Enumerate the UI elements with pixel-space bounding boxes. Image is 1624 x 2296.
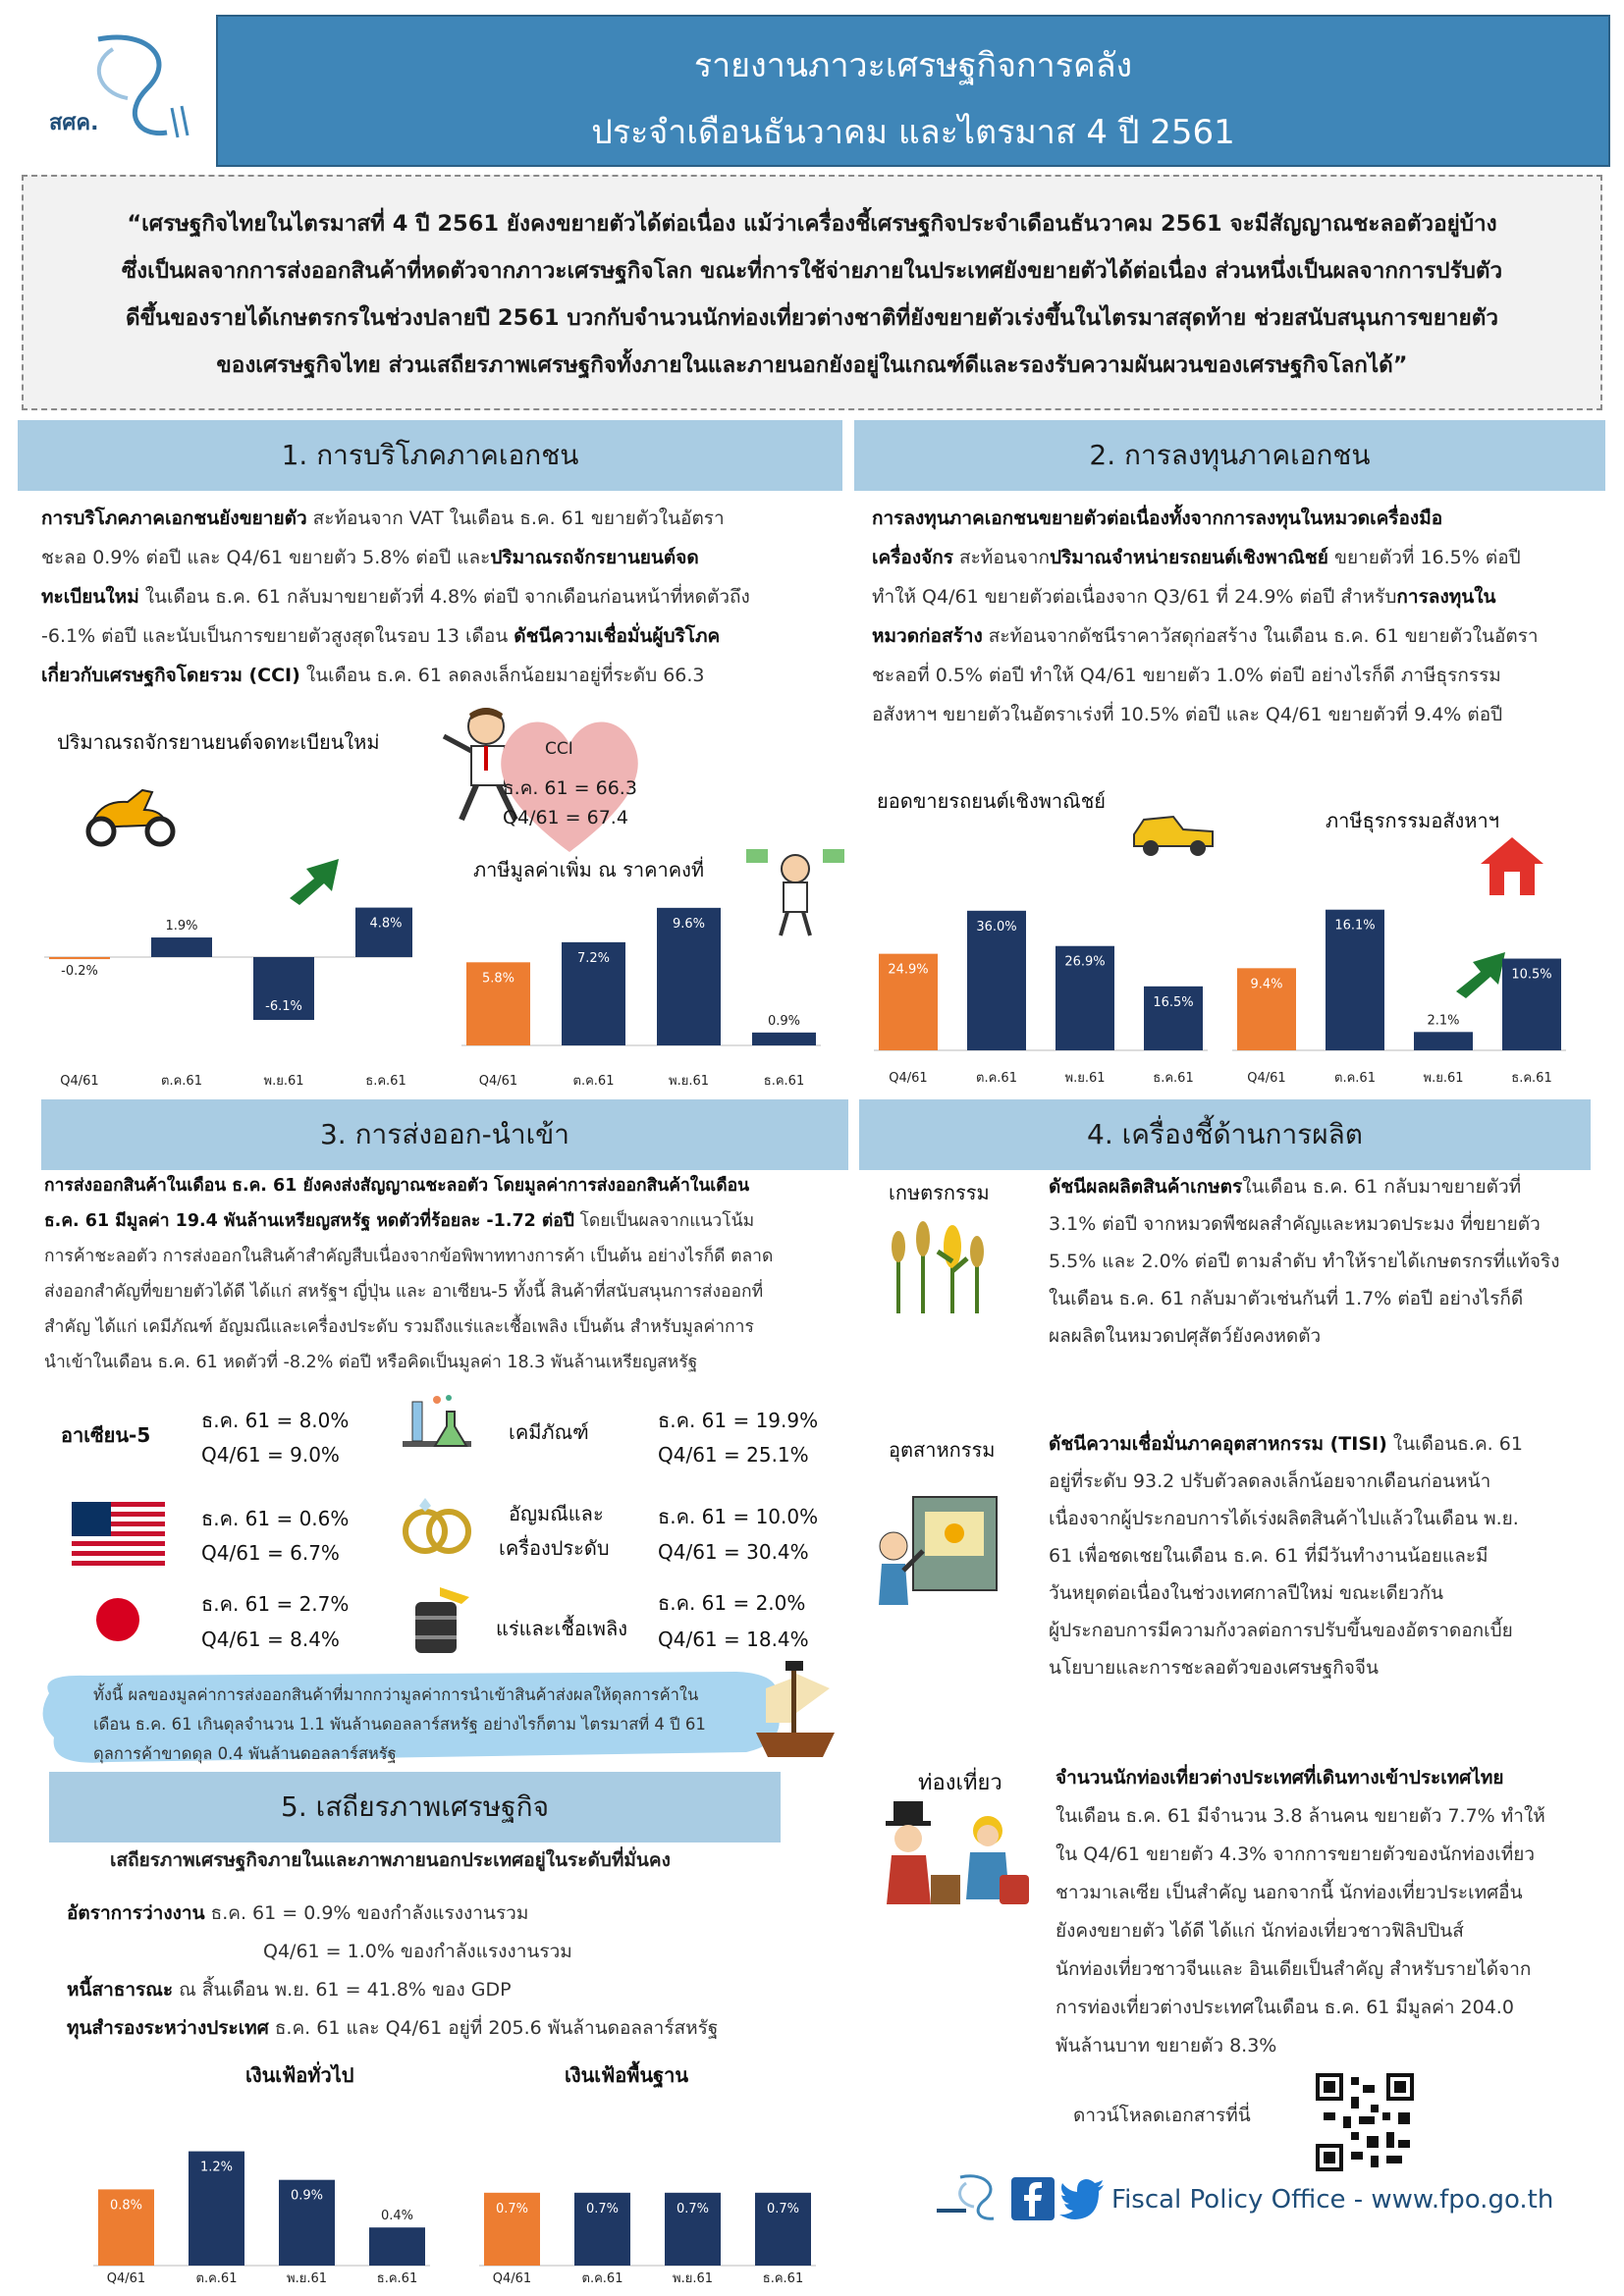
text-bold: ดัชนีผลผลิตสินค้าเกษตร [1049, 1176, 1243, 1198]
car-chart-label: ยอดขายรถยนต์เชิงพาณิชย์ [877, 789, 1107, 813]
note-line: ดุลการค้าขาดดุล 0.4 พันล้านดอลลาร์สหรัฐ [93, 1744, 397, 1763]
summary-line: ซึ่งเป็นผลจากการส่งออกสินค้าที่หดตัวจากภาวะเศรษฐกิจโลก ขณะที่การใช้จ่ายภายในประเทศยังขยายตัวได้ต่อเนื่อง ส่วนหนึ่งเป็นผลจากการปรับตัว [121, 258, 1503, 284]
tick-label: ต.ค.61 [581, 2271, 623, 2286]
text: วันหยุดต่อเนื่องในช่วงเทศกาลปีใหม่ ขณะเดียวกัน [1049, 1582, 1443, 1604]
text: สะท้อนจาก [952, 547, 1051, 568]
tick-label: พ.ย.61 [673, 2271, 713, 2286]
text: ขยายตัวที่ 16.5% ต่อปี [1327, 547, 1521, 568]
section-4-title: 4. เครื่องชี้ด้านการผลิต [859, 1099, 1591, 1170]
tick-label: ธ.ค.61 [376, 2271, 418, 2286]
industry-label: อุตสาหกรรม [889, 1438, 996, 1462]
cci-q4: Q4/61 = 67.4 [503, 807, 628, 828]
text: ในเดือน ธ.ค. 61 ลดลงเล็กน้อยมาอยู่ที่ระดับ 66.3 [299, 665, 705, 686]
text: ใน Q4/61 ขยายตัว 4.3% จากการขยายตัวของนักท่องเที่ยว [1056, 1843, 1536, 1865]
data-label: 1.9% [165, 919, 198, 934]
qr-code[interactable] [1316, 2073, 1414, 2175]
section-5-title: 5. เสถียรภาพเศรษฐกิจ [49, 1772, 781, 1842]
jp-q4: Q4/61 = 8.4% [201, 1628, 340, 1651]
text-bold: จำนวนนักท่องเที่ยวต่างประเทศที่เดินทางเข้าประเทศไทย [1056, 1767, 1504, 1789]
text: เนื่องจากผู้ประกอบการได้เร่งผลิตสินค้าไปแล้วในเดือน พ.ย. [1049, 1508, 1519, 1529]
tick-label: ธ.ค.61 [1153, 1071, 1194, 1086]
re-chart-label: ภาษีธุรกรรมอสังหาฯ [1326, 809, 1499, 832]
text: ส่งออกสำคัญที่ขยายตัวได้ดี ได้แก่ สหรัฐฯ ญี่ปุ่น และ อาเซียน-5 ทั้งนี้ สินค้าที่สนับสนุนการส่งออกที่ [44, 1282, 764, 1302]
text: 61 เพื่อชดเชยในเดือน ธ.ค. 61 ที่มีวันทำงานน้อยและมี [1049, 1545, 1489, 1567]
text-bold: ปริมาณรถจักรยานยนต์จด [490, 547, 699, 568]
text: การค้าชะลอตัว การส่งออกในสินค้าสำคัญสืบเนื่องจากข้อพิพาททางการค้า เป็นต้น อย่างไรก็ดี ตลาด [44, 1247, 774, 1266]
headline-inflation-label: เงินเฟ้อทั่วไป [245, 2063, 354, 2087]
text: ชะลอที่ 0.5% ต่อปี ทำให้ Q4/61 ขยายตัว 1.0% ต่อปี อย่างไรก็ดี ภาษีธุรกรรม [872, 665, 1501, 686]
asean-dec: ธ.ค. 61 = 8.0% [201, 1409, 350, 1432]
data-label: 0.7% [495, 2201, 529, 2216]
text-bold: ปริมาณจำหน่ายรถยนต์เชิงพาณิชย์ [1050, 547, 1328, 568]
text: อสังหาฯ ขยายตัวในอัตราเร่งที่ 10.5% ต่อปี และ Q4/61 ขยายตัวที่ 9.4% ต่อปี [872, 704, 1503, 725]
stability-subtitle: เสถียรภาพเศรษฐกิจภายในและภาพภายนอกประเทศอยู่ในระดับที่มั่นคง [110, 1849, 671, 1871]
text: สะท้อนจากดัชนีราคาวัสดุก่อสร้าง ในเดือน ธ.ค. 61 ขยายตัวในอัตรา [982, 625, 1539, 647]
factory-icon [864, 1477, 1011, 1619]
tick-label: พ.ย.61 [1064, 1071, 1106, 1086]
tick-label: ต.ค.61 [195, 2271, 238, 2286]
data-label: 4.8% [369, 916, 403, 932]
text: ธ.ค. 61 = 0.9% ของกำลังแรงงานรวม [204, 1902, 529, 1924]
fuel-label: แร่และเชื้อเพลิง [496, 1617, 627, 1640]
industry-text [1049, 1425, 1598, 1686]
text: ในเดือน ธ.ค. 61 มีจำนวน 3.8 ล้านคน ขยายตัว 7.7% ทำให้ [1056, 1805, 1545, 1827]
tick-label: Q4/61 [492, 2271, 532, 2286]
tick-label: ธ.ค.61 [365, 1074, 406, 1089]
tourism-text [1056, 1759, 1605, 2065]
text: อยู่ที่ระดับ 93.2 ปรับตัวลดลงเล็กน้อยจากเดือนก่อนหน้า [1049, 1470, 1491, 1492]
stability-text [67, 1895, 852, 2048]
text-bold: เกี่ยวกับเศรษฐกิจโดยรวม (CCI) [41, 665, 300, 686]
data-label: 0.9% [767, 1013, 801, 1029]
page-title: รายงานภาวะเศรษฐกิจการคลัง [693, 46, 1133, 85]
chart-bar [49, 957, 110, 959]
tick-label: พ.ย.61 [263, 1074, 304, 1089]
text: สำคัญ ได้แก่ เคมีภัณฑ์ อัญมณีและเครื่องประดับ รวมถึงแร่และเชื้อเพลิง เป็นต้น สำหรับมูลค่าการ [44, 1317, 754, 1337]
rings-icon [398, 1490, 476, 1563]
text: ในเดือน ธ.ค. 61 กลับมาตัวเช่นกันที่ 1.7% ต่อปี อย่างไรก็ดี [1049, 1288, 1524, 1309]
chart-bar [151, 937, 212, 957]
oil-barrel-icon [401, 1582, 479, 1660]
chart-bar [355, 908, 412, 957]
data-label: 0.9% [290, 2188, 324, 2204]
text: โดยเป็นผลจากแนวโน้ม [573, 1211, 755, 1231]
text: นโยบายและการชะลอตัวของเศรษฐกิจจีน [1049, 1657, 1380, 1679]
summary-box [22, 175, 1602, 410]
data-label: 2.1% [1427, 1013, 1460, 1029]
download-text: ดาวน์โหลดเอกสารที่นี่ [1073, 2105, 1251, 2126]
note-line: เดือน ธ.ค. 61 เกินดุลจำนวน 1.1 พันล้านดอลลาร์สหรัฐ อย่างไรก็ตาม ไตรมาสที่ 4 ปี 61 [93, 1715, 706, 1734]
tourism-label: ท่องเที่ยว [918, 1771, 1002, 1795]
text-bold: อัตราการว่างงาน [67, 1902, 205, 1924]
text: พันล้านบาท ขยายตัว 8.3% [1056, 2035, 1277, 2056]
core-inflation-label: เงินเฟ้อพื้นฐาน [565, 2063, 689, 2087]
gem-q4: Q4/61 = 30.4% [658, 1540, 809, 1564]
text: ยังคงขยายตัว ได้ดี ได้แก่ นักท่องเที่ยวชาวฟิลิปปินส์ [1056, 1920, 1464, 1942]
tick-label: Q4/61 [106, 2271, 146, 2286]
tick-label: ต.ค.61 [161, 1074, 202, 1089]
text: ในเดือน ธ.ค. 61 กลับมาขยายตัวที่ 4.8% ต่อปี จากเดือนก่อนหน้าที่หดตัวถึง [138, 586, 750, 608]
text: ผู้ประกอบการมีความกังวลต่อการปรับขึ้นของอัตราดอกเบี้ย [1049, 1620, 1513, 1641]
text: ธ.ค. 61 และ Q4/61 อยู่ที่ 205.6 พันล้านดอลลาร์สหรัฐ [268, 2017, 719, 2039]
gem-label-1: อัญมณีและ [509, 1502, 604, 1525]
text: ในเดือนธ.ค. 61 [1386, 1433, 1523, 1455]
us-dec: ธ.ค. 61 = 0.6% [201, 1507, 350, 1530]
tick-label: พ.ย.61 [1423, 1071, 1464, 1086]
gem-dec: ธ.ค. 61 = 10.0% [658, 1505, 819, 1528]
section-2-title: 2. การลงทุนภาคเอกชน [854, 420, 1605, 491]
summary-line: “เศรษฐกิจไทยในไตรมาสที่ 4 ปี 2561 ยังคงขยายตัวได้ต่อเนื่อง แม้ว่าเครื่องชี้เศรษฐกิจประจำเดือนธันวาคม 2561 จะมีสัญญาณชะลอตัวอยู่บ้าง [127, 211, 1497, 237]
section-3-title: 3. การส่งออก-นำเข้า [41, 1099, 848, 1170]
text: ณ สิ้นเดือน พ.ย. 61 = 41.8% ของ GDP [173, 1979, 512, 2001]
chart-bar [1414, 1032, 1473, 1050]
invest-chart [864, 849, 1610, 1090]
section-2-text [872, 499, 1598, 734]
us-q4: Q4/61 = 6.7% [201, 1541, 340, 1565]
data-label: 0.7% [766, 2201, 800, 2216]
us-flag-icon [72, 1502, 165, 1570]
text-bold: ทุนสำรองระหว่างประเทศ [67, 2017, 269, 2039]
fuel-dec: ธ.ค. 61 = 2.0% [658, 1591, 806, 1615]
data-label: 24.9% [888, 962, 929, 978]
text-bold: ดัชนีความเชื่อมั่นผู้บริโภค [514, 625, 721, 647]
tick-label: ธ.ค.61 [762, 2271, 804, 2286]
tick-label: พ.ย.61 [669, 1074, 709, 1089]
text: สะท้อนจาก VAT ในเดือน ธ.ค. 61 ขยายตัวในอัตรา [306, 507, 725, 529]
data-label: 5.8% [481, 971, 515, 987]
tick-label: ธ.ค.61 [1511, 1071, 1552, 1086]
data-label: 16.1% [1334, 918, 1376, 934]
text-bold: ดัชนีความเชื่อมั่นภาคอุตสาหกรรม (TISI) [1049, 1433, 1387, 1455]
vat-chart-label: ภาษีมูลค่าเพิ่ม ณ ราคาคงที่ [473, 858, 705, 881]
section-1-title: 1. การบริโภคภาคเอกชน [18, 420, 842, 491]
header-banner [216, 15, 1610, 167]
text-bold: ทะเบียนใหม่ [41, 586, 139, 608]
vat-chart [447, 888, 839, 1099]
chart-bar [752, 1033, 816, 1045]
tick-label: Q4/61 [478, 1074, 518, 1089]
asean-q4: Q4/61 = 9.0% [201, 1443, 340, 1467]
note-line: ทั้งนี้ ผลของมูลค่าการส่งออกสินค้าที่มากกว่ามูลค่าการนำเข้าสินค้าส่งผลให้ดุลการค้าใน [93, 1685, 699, 1704]
chemistry-icon [398, 1392, 476, 1469]
japan-flag-icon [93, 1595, 142, 1648]
text: 5.5% และ 2.0% ต่อปี ตามลำดับ ทำให้รายได้เกษตรกรที่แท้จริง [1049, 1251, 1560, 1272]
text: -6.1% ต่อปี และนับเป็นการขยายตัวสูงสุดในรอบ 13 เดือน [41, 625, 514, 647]
page-subtitle: ประจำเดือนธันวาคม และไตรมาส 4 ปี 2561 [591, 113, 1235, 152]
fpo-logo [29, 20, 201, 157]
text-bold: หมวดก่อสร้าง [872, 625, 983, 647]
tourists-icon [872, 1801, 1039, 1913]
data-label: 0.8% [109, 2198, 143, 2214]
tick-label: ต.ค.61 [976, 1071, 1017, 1086]
data-label: -6.1% [265, 999, 302, 1015]
data-label: 9.4% [1250, 977, 1283, 992]
text-bold: การส่งออกสินค้าในเดือน ธ.ค. 61 ยังคงส่งสัญญาณชะลอตัว โดยมูลค่าการส่งออกสินค้าในเดือน [44, 1176, 750, 1196]
text: นักท่องเที่ยวชาวจีนและ อินเดียเป็นสำคัญ สำหรับรายได้จาก [1056, 1958, 1532, 1980]
ship-icon [746, 1659, 844, 1771]
chart-bar [369, 2227, 425, 2266]
tick-label: ต.ค.61 [1334, 1071, 1376, 1086]
text-bold: การลงทุนภาคเอกชนขยายตัวต่อเนื่องทั้งจากการลงทุนในหมวดเครื่องมือ [872, 507, 1443, 529]
text: ชะลอ 0.9% ต่อปี และ Q4/61 ขยายตัว 5.8% ต่อปี และ [41, 547, 491, 568]
data-label: -0.2% [61, 964, 98, 980]
text-bold: เครื่องจักร [872, 547, 953, 568]
facebook-icon[interactable] [1011, 2177, 1055, 2224]
text: ผลผลิตในหมวดปศุสัตว์ยังคงหดตัว [1049, 1325, 1322, 1347]
chem-q4: Q4/61 = 25.1% [658, 1443, 809, 1467]
jp-dec: ธ.ค. 61 = 2.7% [201, 1592, 350, 1616]
text-bold: การบริโภคภาคเอกชนยังขยายตัว [41, 507, 307, 529]
chem-dec: ธ.ค. 61 = 19.9% [658, 1409, 819, 1432]
text-bold: การลงทุนใน [1396, 586, 1496, 608]
text: ชาวมาเลเซีย เป็นสำคัญ นอกจากนี้ นักท่องเที่ยวประเทศอื่น [1056, 1882, 1523, 1903]
inflation-chart [93, 2081, 820, 2287]
cci-title: CCI [545, 739, 573, 759]
logo-text: สศค. [49, 111, 99, 135]
data-label: 9.6% [672, 916, 706, 932]
tick-label: Q4/61 [889, 1071, 928, 1086]
text: ในเดือน ธ.ค. 61 กลับมาขยายตัวที่ [1242, 1176, 1522, 1198]
data-label: 0.7% [676, 2201, 710, 2216]
fpo-logo-small [933, 2169, 1006, 2232]
tick-label: Q4/61 [60, 1074, 99, 1089]
text: การท่องเที่ยวต่างประเทศในเดือน ธ.ค. 61 มีมูลค่า 204.0 [1056, 1997, 1514, 2018]
agri-label: เกษตรกรรม [889, 1181, 990, 1204]
cci-dec: ธ.ค. 61 = 66.3 [503, 777, 637, 799]
asean-label: อาเซียน-5 [61, 1423, 151, 1447]
twitter-icon[interactable] [1058, 2177, 1106, 2224]
tick-label: ธ.ค.61 [763, 1074, 805, 1089]
agri-text [1049, 1168, 1598, 1355]
data-label: 0.7% [585, 2201, 620, 2216]
moto-chart-label: ปริมาณรถจักรยานยนต์จดทะเบียนใหม่ [57, 730, 380, 754]
data-label: 7.2% [576, 950, 611, 966]
text: 3.1% ต่อปี จากหมวดพืชผลสำคัญและหมวดประมง ที่ขยายตัว [1049, 1213, 1541, 1235]
office-name: Fiscal Policy Office - www.fpo.go.th [1111, 2185, 1554, 2215]
text: Q4/61 = 1.0% ของกำลังแรงงานรวม [263, 1941, 572, 1962]
gem-label-2: เครื่องประดับ [499, 1536, 610, 1560]
text-bold: หนี้สาธารณะ [67, 1979, 174, 2001]
scooter-icon [74, 780, 182, 853]
summary-line: ของเศรษฐกิจไทย ส่วนเสถียรภาพเศรษฐกิจทั้งภายในและภายนอกยังอยู่ในเกณฑ์ดีและรองรับความผันผวนของเศรษฐกิจโลกได้” [216, 352, 1408, 378]
trade-note [93, 1681, 706, 1769]
crops-icon [879, 1217, 997, 1319]
text: ทำให้ Q4/61 ขยายตัวต่อเนื่องจาก Q3/61 ที่ 24.9% ต่อปี สำหรับ [872, 586, 1397, 608]
data-label: 26.9% [1064, 954, 1106, 970]
text: นำเข้าในเดือน ธ.ค. 61 หดตัวที่ -8.2% ต่อปี หรือคิดเป็นมูลค่า 18.3 พันล้านเหรียญสหรัฐ [44, 1353, 698, 1372]
fuel-q4: Q4/61 = 18.4% [658, 1628, 809, 1651]
tick-label: พ.ย.61 [287, 2271, 327, 2286]
moto-chart [39, 864, 412, 1099]
tick-label: ต.ค.61 [572, 1074, 615, 1089]
data-label: 16.5% [1153, 994, 1194, 1010]
text-bold: ธ.ค. 61 มีมูลค่า 19.4 พันล้านเหรียญสหรัฐ หดตัวที่ร้อยละ -1.72 ต่อปี [44, 1211, 574, 1231]
tick-label: Q4/61 [1247, 1071, 1286, 1086]
section-3-text [44, 1168, 849, 1380]
summary-line: ดีขึ้นของรายได้เกษตรกรในช่วงปลายปี 2561 บวกกับจำนวนนักท่องเที่ยวต่างชาติที่ยังขยายตัวเร่งขึ้นในไตรมาสสุดท้าย ช่วยสนับสนุนการขยายตัว [126, 305, 1498, 331]
section-1-text [41, 499, 827, 695]
data-label: 10.5% [1511, 967, 1552, 983]
data-label: 36.0% [976, 919, 1017, 934]
data-label: 0.4% [380, 2209, 414, 2224]
data-label: 1.2% [199, 2160, 234, 2175]
chem-label: เคมีภัณฑ์ [509, 1420, 589, 1444]
